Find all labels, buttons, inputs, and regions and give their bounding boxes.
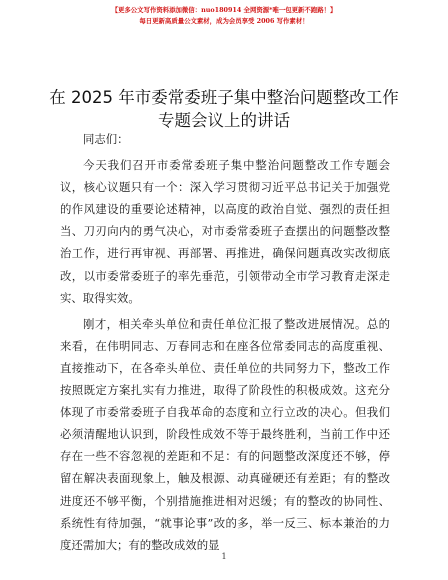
body-paragraph-1: 今天我们召开市委常委班子集中整治问题整改工作专题会议，核心议题只有一个：深入学习贯彻习近平总书记关于加强党的作风建设的重要论述精神，以高度的政治自觉、强烈的责任担当、刀刃向内的勇气决心，对市委常委班子查摆出的问题整改整治工作，进行再审视、再部署、再推进，确保问题真改实改彻底改，以市委常委班子的率先垂范，引领带动全市学习教育走深走实、取得实效。	[60, 158, 390, 305]
page-number: 1	[221, 552, 227, 561]
document-title-line-1: 在 2025 年市委常委班子集中整治问题整改工作	[49, 88, 399, 107]
body-paragraph-2: 刚才，相关牵头单位和责任单位汇报了整改进展情况。总的来看，在伟明同志、万春同志和在座各位常委同志的高度重视、直接推动下，在各牵头单位、责任单位的共同努力下，整改工作按照既定方案扎实有力推进，取得了阶段性的积极成效。这充分体现了市委常委班子自我革命的态度和立行立改的决心。但我们必须清醒地认识到，阶段性成效不等于最终胜利，当前工作中还存在一些不容忽视的差距和不足：有的问题整改深度还不够，停留在解决表面现象上，触及根源、动真碰硬还有差距；有的整改进度还不够平衡，个别措施推进相对迟缓；有的整改的协同性、系统性有待加强，“就事论事”改的多，举一反三、标本兼治的力度还需加大；有的整改成效的显	[60, 316, 390, 552]
promo-banner	[0, 5, 448, 27]
document-body	[60, 128, 390, 556]
salutation: 同志们：	[83, 132, 129, 146]
document-title	[0, 86, 448, 132]
promo-banner-line-2: 每日更新高质量公文素材，成为会员享受 2006 写作素材！	[139, 17, 309, 25]
promo-banner-line-1: 【更多公文写作资料添加微信：nuo180914 全网资源*唯一包更新不跑路！】	[111, 6, 337, 14]
document-title-line-2: 专题会议上的讲话	[158, 111, 290, 130]
